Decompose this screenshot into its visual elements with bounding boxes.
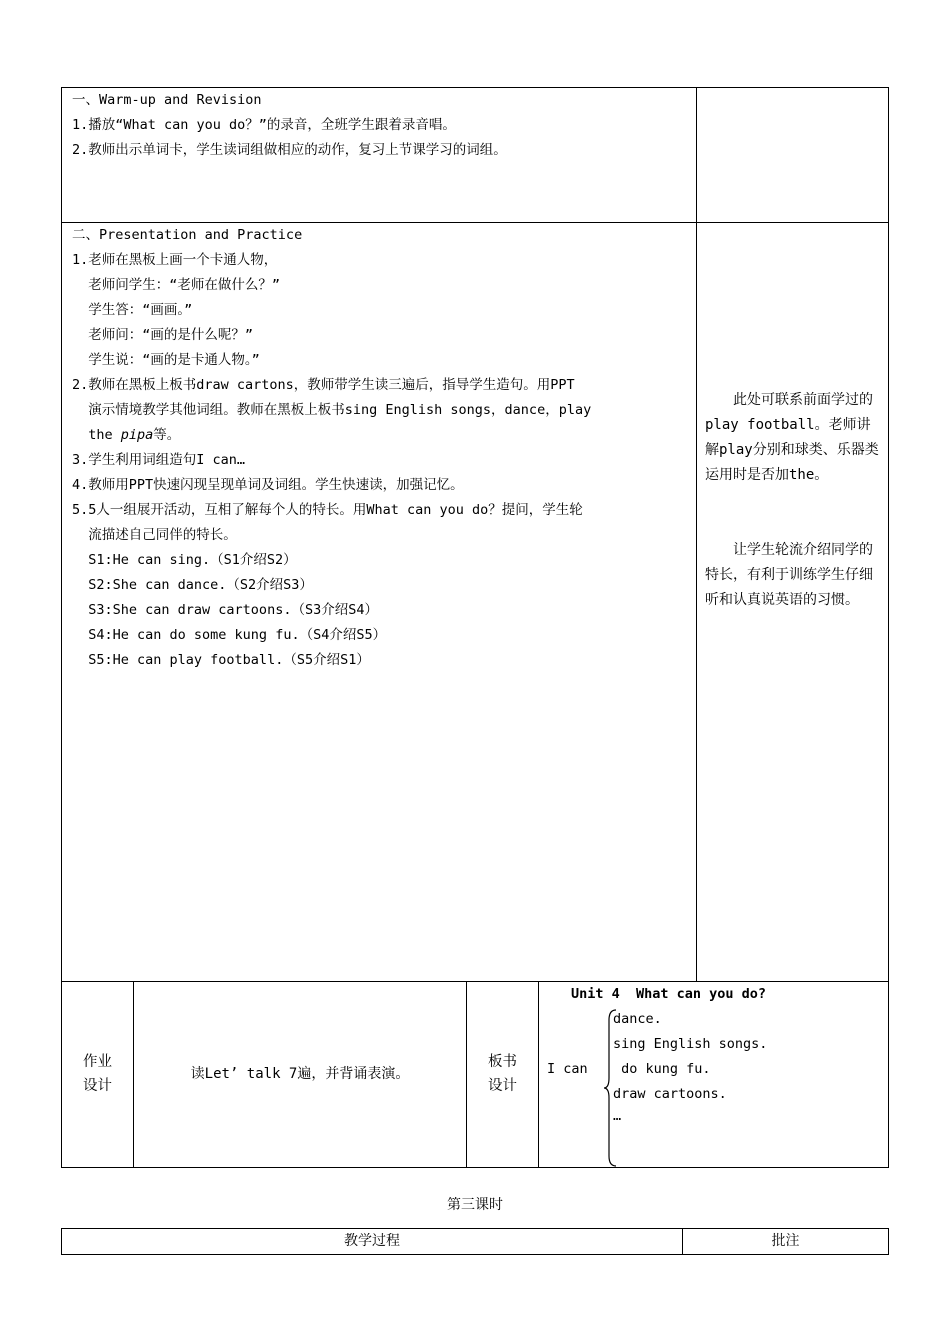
lesson3-col2-header: 批注 — [771, 1233, 800, 1249]
presentation-line: 老师问：“画的是什么呢？” — [72, 327, 254, 343]
board-item: dance. — [613, 1011, 662, 1027]
presentation-line: 老师问学生：“老师在做什么？” — [72, 277, 281, 293]
board-label — [466, 1050, 539, 1098]
dialogue-line: S2:She can dance.（S2介绍S3） — [72, 577, 313, 593]
presentation-line-suffix: 等。 — [153, 427, 181, 443]
board-title: Unit 4 What can you do? — [571, 986, 767, 1002]
dialogue-line: S3:She can draw cartoons.（S3介绍S4） — [72, 602, 378, 618]
homework-label-line1: 作业 — [83, 1054, 112, 1070]
presentation-line: 学生答：“画画。” — [72, 302, 193, 318]
presentation-line: 学生说：“画的是卡通人物。” — [72, 352, 260, 368]
board-label-line1: 板书 — [488, 1054, 517, 1070]
dialogue-line: S5:He can play football.（S5介绍S1） — [72, 652, 370, 668]
presentation-line: 2.教师在黑板上板书draw cartons，教师带学生读三遍后，指导学生造句。用PPT — [72, 377, 575, 393]
presentation-line: 流描述自己同伴的特长。 — [72, 527, 237, 543]
board-content-cell — [538, 981, 889, 1168]
lesson3-title: 第三课时 — [447, 1197, 503, 1213]
warmup-step-2: 2.教师出示单词卡，学生读词组做相应的动作，复习上节课学习的词组。 — [72, 142, 507, 158]
homework-label — [61, 1050, 134, 1098]
presentation-line — [72, 423, 180, 448]
board-item: draw cartoons. — [613, 1086, 727, 1102]
presentation-line: 1.老师在黑板上画一个卡通人物， — [72, 252, 278, 268]
homework-content: 读Let’ talk 7遍，并背诵表演。 — [190, 1066, 410, 1082]
warmup-step-1: 1.播放“What can you do？”的录音，全班学生跟着录音唱。 — [72, 117, 456, 133]
homework-label-line2: 设计 — [83, 1078, 112, 1094]
warmup-heading: 一、Warm-up and Revision — [72, 92, 262, 108]
board-label-line2: 设计 — [488, 1078, 517, 1094]
board-prefix: I can — [547, 1061, 588, 1077]
presentation-line: 3.学生利用词组造句I can… — [72, 452, 246, 468]
board-item: sing English songs. — [613, 1036, 768, 1052]
lesson3-col1-header: 教学过程 — [344, 1233, 400, 1249]
pipa-word: pipa — [120, 427, 154, 443]
annotation-note-2: 让学生轮流介绍同学的特长，有利于训练学生仔细听和认真说英语的习惯。 — [705, 542, 873, 608]
annotation-note-1: 此处可联系前面学过的play football。老师讲解play分别和球类、乐器类运用时是否加the。 — [705, 392, 879, 483]
presentation-line: 演示情境教学其他词组。教师在黑板上板书sing English songs，dance，play — [72, 402, 592, 418]
board-item: do kung fu. — [613, 1061, 711, 1077]
presentation-line: 4.教师用PPT快速闪现呈现单词及词组。学生快速读，加强记忆。 — [72, 477, 464, 493]
board-item: … — [613, 1108, 622, 1124]
dialogue-line: S4:He can do some kung fu.（S4介绍S5） — [72, 627, 387, 643]
presentation-line: 5.5人一组展开活动，互相了解每个人的特长。用What can you do？提问，学生轮 — [72, 502, 583, 518]
presentation-line-prefix: the — [72, 427, 121, 443]
warmup-note-cell — [696, 87, 889, 223]
dialogue-line: S1:He can sing.（S1介绍S2） — [72, 552, 297, 568]
presentation-heading: 二、Presentation and Practice — [72, 227, 303, 243]
